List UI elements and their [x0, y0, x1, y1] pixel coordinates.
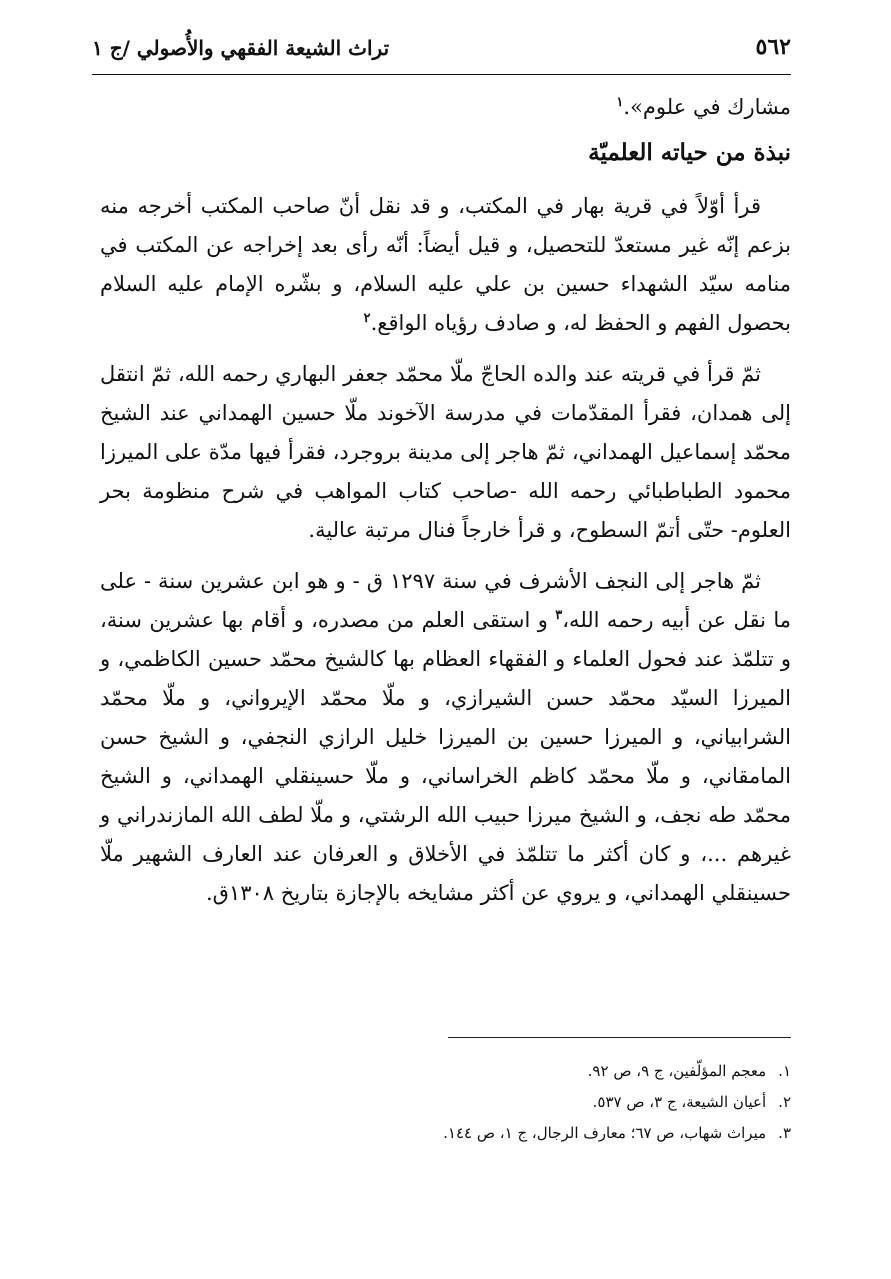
page-header — [92, 30, 791, 75]
footnote-text: معجم المؤلّفين، ج ٩، ص ٩٢. — [587, 1062, 767, 1080]
main-text — [100, 88, 791, 925]
footnote-item — [100, 1056, 791, 1087]
opening-line — [100, 88, 791, 127]
footnote-item — [100, 1087, 791, 1118]
footnotes — [100, 1056, 791, 1149]
page-number: ٥٦٢ — [755, 34, 791, 60]
footnote-divider — [448, 1037, 791, 1038]
footnote-ref: ٢ — [363, 311, 371, 326]
footnote-number: ٣. — [778, 1124, 791, 1142]
paragraph-text: و استقى العلم من مصدره، و أقام بها عشرين سنة، و تتلمّذ عند فحول العلماء و الفقهاء العظام بها كالشيخ محمّد حسين الكاظمي، و الميرزا السيّد محمّد حسن الشيرازي، و ملّا محمّد الإيرواني، و ملّا محمّد الشرابياني، و الميرزا حسين بن الميرزا خليل الرازي النجفي، و الشيخ حسن المامقاني، و ملّا محمّد كاظم الخراساني، و ملّا حسينقلي الهمداني، و الشيخ محمّد طه نجف، و الشيخ ميرزا حبيب الله الرشتي، و ملّا لطف الله المازندراني و غيرهم ...، و كان أكثر ما تتلمّذ في الأخلاق و العرفان عند العارف الشهير ملّا حسينقلي الهمداني، و يروي عن أكثر مشايخه بالإجازة بتاريخ ١٣٠٨ق. — [100, 608, 791, 905]
paragraph — [100, 562, 791, 913]
paragraph — [100, 355, 791, 550]
footnote-ref: ٣ — [555, 608, 563, 623]
footnote-number: ١. — [778, 1062, 791, 1080]
paragraph-text: ثمّ هاجر إلى النجف الأشرف في سنة ١٢٩٧ ق - و هو ابن عشرين سنة - على ما نقل عن أبيه رحمه الله، — [100, 569, 791, 632]
footnote-number: ٢. — [778, 1093, 791, 1111]
opening-line-text: مشارك في علوم». — [623, 95, 791, 119]
paragraph-text: قرأ أوّلاً في قرية بهار في المكتب، و قد نقل أنّ صاحب المكتب أخرجه منه بزعم إنّه غير مستعدّ للتحصيل، و قيل أيضاً: أنّه رأى بعد إخراجه عن المكتب في منامه سيّد الشهداء حسين بن علي عليه السلام، و بشّره الإمام عليه السلام بحصول الفهم و الحفظ له، و صادف رؤياه الواقع. — [100, 194, 791, 335]
footnote-ref: ١ — [616, 95, 624, 110]
paragraph — [100, 187, 791, 343]
footnote-text: ميراث شهاب، ص ٦٧؛ معارف الرجال، ج ١، ص ١٤٤. — [443, 1124, 767, 1142]
section-heading: نبذة من حياته العلميّة — [588, 139, 791, 166]
paragraph-text: ثمّ قرأ في قريته عند والده الحاجّ ملّا محمّد جعفر البهاري رحمه الله، ثمّ انتقل إلى همدان، فقرأ المقدّمات في مدرسة الآخوند ملّا حسين الهمداني عند الشيخ محمّد إسماعيل الهمداني، ثمّ هاجر إلى مدينة بروجرد، فقرأ فيها مدّة على الميرزا محمود الطباطبائي رحمه الله -صاحب كتاب المواهب في شرح منظومة بحر العلوم- حتّى أتمّ السطوح، و قرأ خارجاً فنال مرتبة عالية. — [100, 362, 791, 542]
footnote-item — [100, 1118, 791, 1149]
running-title: تراث الشيعة الفقهي والأُصولي /ج ١ — [92, 36, 390, 60]
footnote-text: أعيان الشيعة، ج ٣، ص ٥٣٧. — [592, 1093, 767, 1111]
